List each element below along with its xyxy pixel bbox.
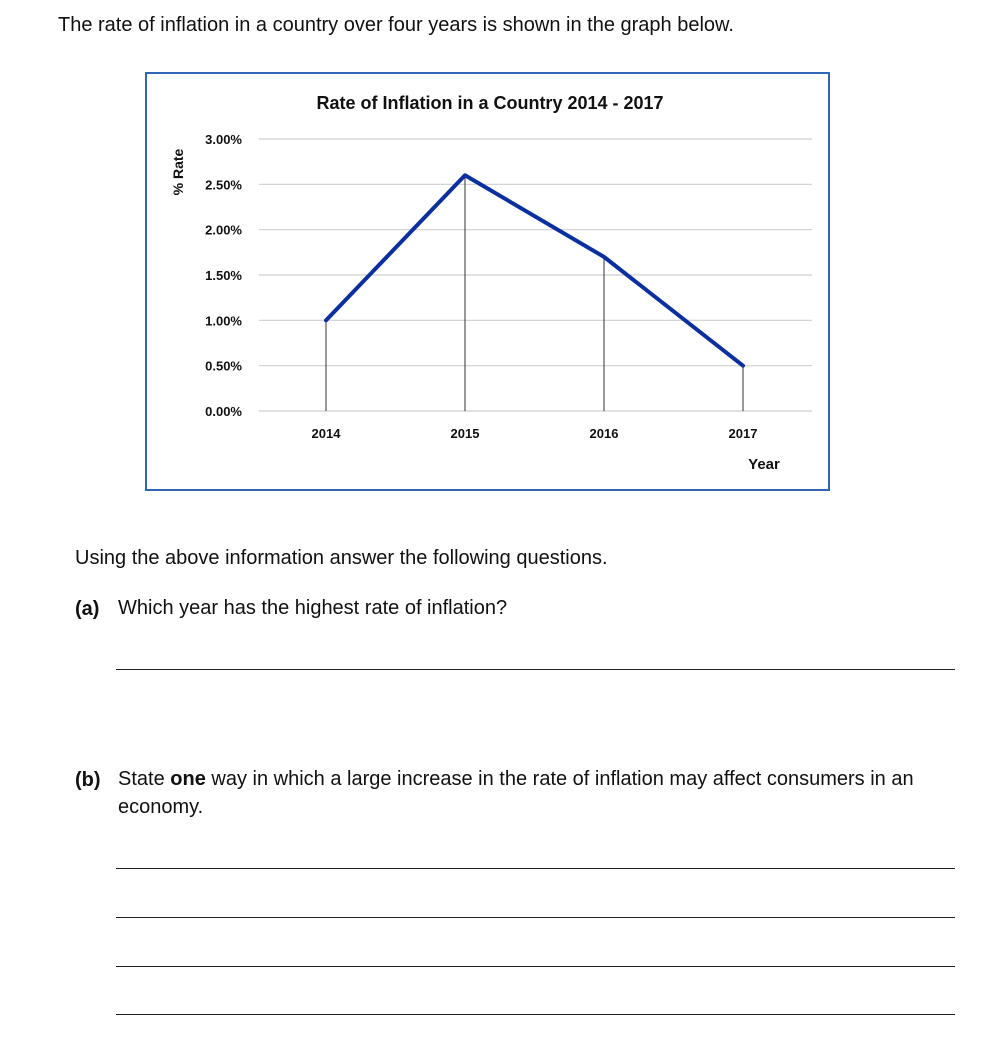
question-a-text: Which year has the highest rate of inflation? bbox=[118, 597, 508, 619]
chart-title: Rate of Inflation in a Country 2014 - 2017 bbox=[316, 93, 664, 113]
data-point bbox=[464, 174, 467, 177]
x-tick-label: 2016 bbox=[589, 426, 619, 441]
y-tick-label: 2.50% bbox=[205, 177, 242, 193]
y-tick-label: 1.00% bbox=[205, 313, 242, 329]
question-b-emphasis: one bbox=[170, 768, 206, 790]
question-b-text-start: State bbox=[118, 768, 171, 790]
x-axis-label: Year bbox=[748, 456, 780, 473]
answer-line-b2[interactable] bbox=[116, 917, 955, 918]
question-b-text-end: way in which a large increase in the rate of inflation may affect consumers in an economy. bbox=[118, 768, 914, 818]
answer-line-b3[interactable] bbox=[116, 966, 955, 967]
data-point bbox=[325, 319, 328, 322]
y-tick-label: 0.00% bbox=[205, 404, 242, 419]
answer-line-a[interactable] bbox=[116, 669, 955, 670]
questions-intro: Using the above information answer the following questions. bbox=[75, 547, 608, 569]
y-axis-label: % Rate bbox=[170, 148, 186, 196]
answer-line-b4[interactable] bbox=[116, 1014, 955, 1015]
inflation-chart bbox=[147, 74, 832, 493]
x-tick-label: 2014 bbox=[311, 426, 341, 441]
y-tick-label: 1.50% bbox=[205, 268, 242, 283]
x-tick-label: 2017 bbox=[728, 426, 758, 441]
question-b-text bbox=[118, 765, 948, 821]
data-point bbox=[742, 364, 745, 367]
y-tick-label: 3.00% bbox=[205, 132, 242, 147]
chart-frame bbox=[145, 72, 830, 491]
intro-text: The rate of inflation in a country over four years is shown in the graph below. bbox=[58, 14, 734, 36]
question-a-label: (a) bbox=[75, 598, 100, 620]
y-tick-label: 2.00% bbox=[205, 222, 242, 238]
data-point bbox=[603, 255, 606, 258]
x-tick-label: 2015 bbox=[450, 426, 480, 441]
inflation-series-line bbox=[326, 175, 743, 365]
question-b-label: (b) bbox=[75, 769, 101, 791]
answer-line-b1[interactable] bbox=[116, 868, 955, 869]
y-tick-label: 0.50% bbox=[205, 358, 242, 374]
